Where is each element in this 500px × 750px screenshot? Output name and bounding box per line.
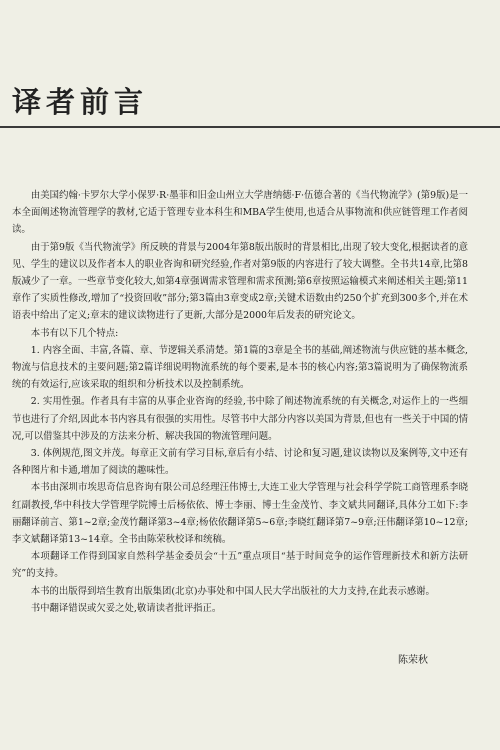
paragraph-feature-3: 3. 体例规范,图文并茂。每章正文前有学习目标,章后有小结、讨论和复习题,建议读物以及案例等,文中还有各种图片和卡通,增加了阅读的趣味性。	[12, 448, 468, 477]
paragraph-closing: 书中翻译错误或欠妥之处,敬请读者批评指正。	[30, 602, 222, 614]
paragraph-funding: 本项翻译工作得到国家自然科学基金委员会“十五”重点项目“基于时间竞争的运作管理新技术和新方法研究”的支持。	[12, 551, 468, 580]
page-title: 译者前言	[12, 85, 149, 119]
paragraph-edition-changes: 由于第9版《当代物流学》所反映的背景与2004年第8版出版时的背景相比,出现了较大变化,根据读者的意见、学生的建议以及作者本人的职业咨询和研究经验,作者对第9版的内容进行了较大调整。全书共14章,比第8版减少了一章。一些章节变化较大,如第4章强调需求管理和需求预测;第6章按照运输模式来阐述相关主题;第11章作了实质性修改,增加了“投资回收”部分;第3篇由3章变成2章;关键术语数由约250个扩充到300多个,并在术语表中给出了定义;章末的建议读物进行了更新,大部分是2000年后发表的研究论文。	[12, 241, 468, 322]
preface-body	[12, 187, 468, 617]
translator-signature: 陈荣秋	[398, 655, 428, 666]
paragraph-feature-2: 2. 实用性强。作者具有丰富的从事企业咨询的经验,书中除了阐述物流系统的有关概念,对运作上的一些细节也进行了介绍,因此本书内容具有很强的实用性。尽管书中大部分内容以美国为背景,但也有一些关于中国的情况,可以借鉴其中涉及的方法来分析、解决我国的物流管理问题。	[12, 396, 468, 442]
paragraph-feature-1: 1. 内容全面、丰富,各篇、章、节逻辑关系清楚。第1篇的3章是全书的基础,阐述物流与供应链的基本概念,物流与信息技术的主要问题;第2篇详细说明物流系统的每个要素,是本书的核心内容;第3篇说明为了确保物流系统的有效运行,应该采取的组织和分析技术以及控制系统。	[12, 344, 468, 391]
paragraph-intro: 由美国约翰·卡罗尔大学小保罗·R·墨菲和旧金山州立大学唐纳德·F·伍德合著的《当代物流学》(第9版)是一本全面阐述物流管理学的教材,它适于管理专业本科生和MBA学生使用,也适合从事物流和供应链管理工作者阅读。	[12, 190, 468, 236]
title-divider	[0, 126, 500, 128]
paragraph-thanks: 本书的出版得到培生教育出版集团(北京)办事处和中国人民大学出版社的大力支持,在此表示感谢。	[30, 585, 435, 597]
paragraph-translators: 本书由深圳市埃思奇信息咨询有限公司总经理汪伟博士,大连工业大学管理与社会科学学院工商管理系李晓红副教授,华中科技大学管理学院博士后杨依依、博士李丽、博士生金茂竹、李文斌共同翻译,具体分工如下:李丽翻译前言、第1~2章;金茂竹翻译第3~4章;杨依依翻译第5~6章;李晓红翻译第7~9章;汪伟翻译第10~12章;李文斌翻译第13~14章。全书由陈荣秋校译和统稿。	[12, 482, 468, 546]
paragraph-features-heading: 本书有以下几个特点:	[30, 327, 119, 339]
